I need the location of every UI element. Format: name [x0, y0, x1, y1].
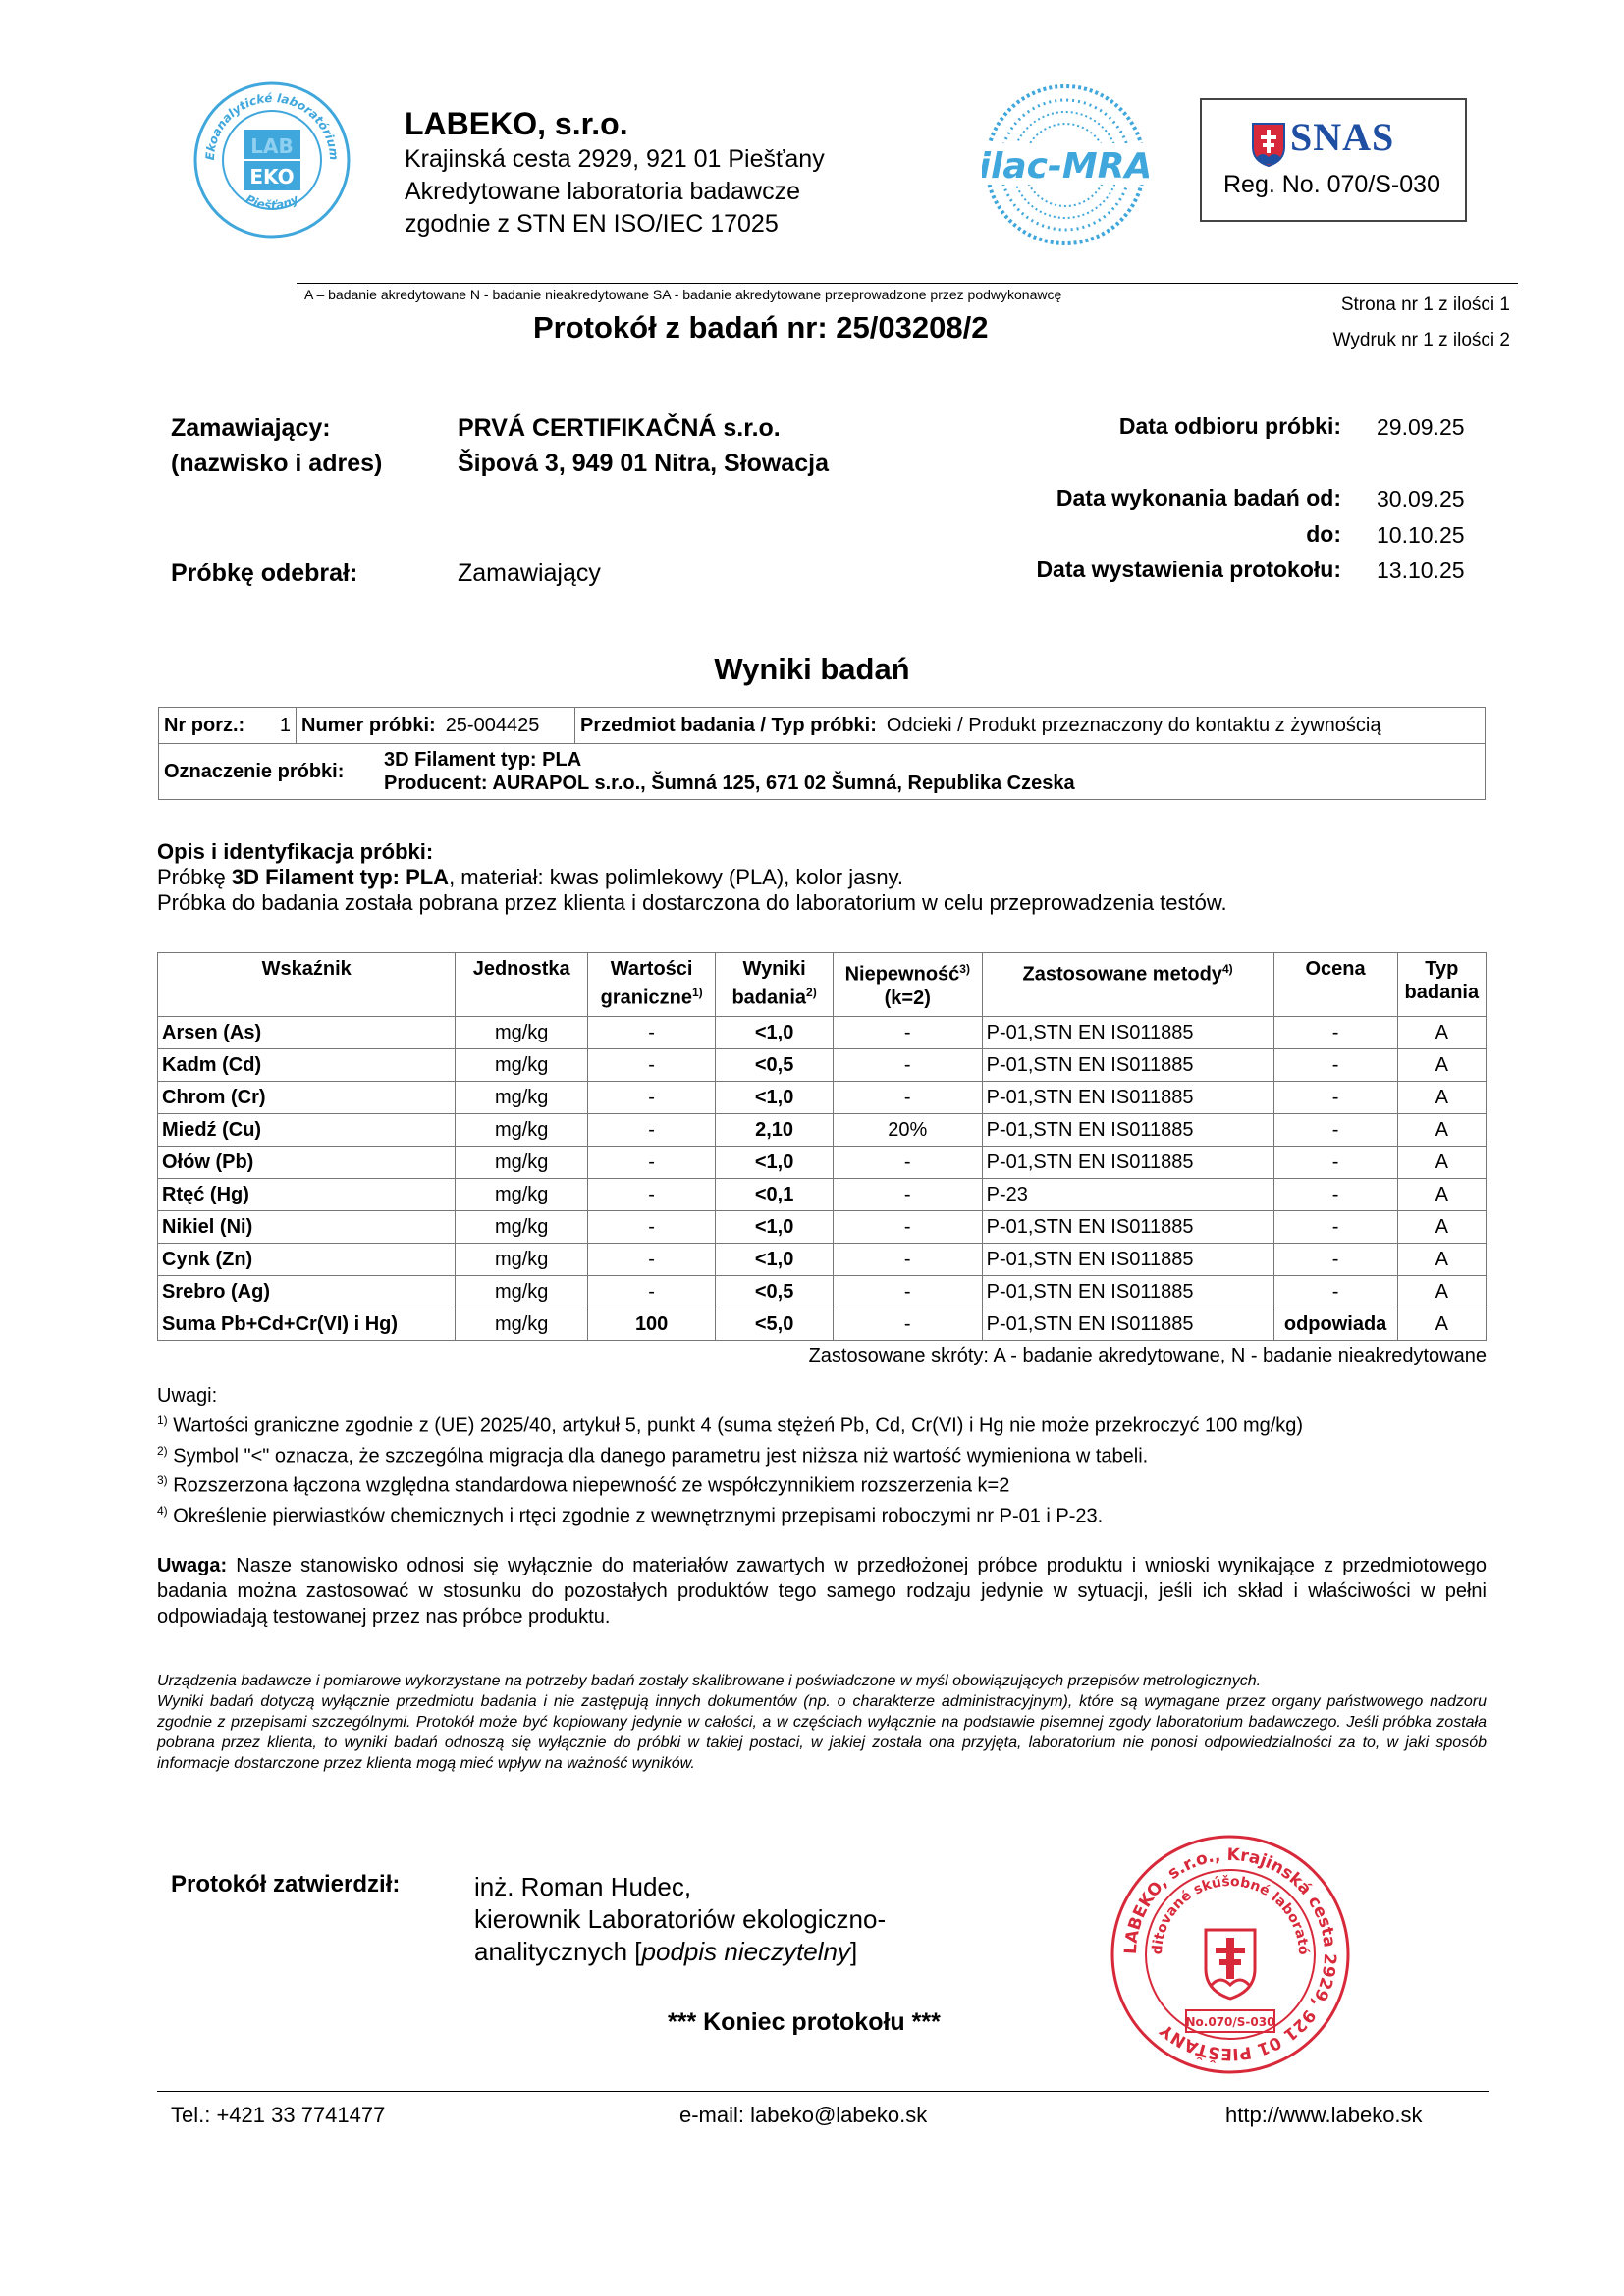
sample-description [157, 839, 1227, 916]
cell-rating: - [1273, 1017, 1397, 1049]
description-title: Opis i identyfikacja próbki: [157, 839, 434, 864]
cell-rating: - [1273, 1179, 1397, 1211]
cell-method: P-01,STN EN IS011885 [982, 1017, 1273, 1049]
approver-name: inż. Roman Hudec, [474, 1872, 692, 1901]
cell-method: P-01,STN EN IS011885 [982, 1211, 1273, 1244]
cell-limit: - [587, 1276, 715, 1308]
cell-rating: - [1273, 1114, 1397, 1147]
cell-unit: mg/kg [456, 1244, 588, 1276]
svg-text:Akreditované skúšobné laborató: ditované skúšobné laborató [1149, 1873, 1312, 1956]
cell-uncertainty: - [833, 1244, 982, 1276]
footer-phone: Tel.: +421 33 7741477 [171, 2103, 386, 2127]
slovak-coat-of-arms-icon [1251, 122, 1286, 167]
cell-method: P-01,STN EN IS011885 [982, 1114, 1273, 1147]
table-header-row [158, 953, 1487, 1017]
cell-name: Srebro (Ag) [158, 1276, 456, 1308]
company-block [405, 104, 954, 240]
col-uncertainty: Niepewność$^{3)}$ (k=2) [833, 953, 982, 1017]
cell-uncertainty: - [833, 1179, 982, 1211]
cell-limit: 100 [587, 1308, 715, 1341]
cell-name: Chrom (Cr) [158, 1082, 456, 1114]
cell-result: 2,10 [716, 1114, 834, 1147]
cell-limit: - [587, 1211, 715, 1244]
cell-uncertainty: - [833, 1276, 982, 1308]
cell-limit: - [587, 1244, 715, 1276]
sample-marking-label: Oznaczenie próbki: [164, 760, 345, 782]
cell-rating: odpowiada [1273, 1308, 1397, 1341]
cell-method: P-01,STN EN IS011885 [982, 1244, 1273, 1276]
footer-email: e-mail: labeko@labeko.sk [679, 2103, 928, 2127]
cell-type: A [1397, 1114, 1486, 1147]
cell-rating: - [1273, 1147, 1397, 1179]
table-row [158, 1049, 1487, 1082]
approver [474, 1871, 886, 1968]
cell-rating: - [1273, 1244, 1397, 1276]
notes [157, 1384, 1303, 1529]
abbreviations-note: Zastosowane skróty: A - badanie akredytowane, N - badanie nieakredytowane [808, 1345, 1487, 1366]
cell-rating: - [1273, 1211, 1397, 1244]
col-limit: Wartości graniczne$^{1)}$ [587, 953, 715, 1017]
cell-name: Nikiel (Ni) [158, 1211, 456, 1244]
cell-uncertainty: - [833, 1147, 982, 1179]
table-row [158, 1179, 1487, 1211]
sample-subject-value: Odcieki / Produkt przeznaczony do kontaktu z żywnością [886, 714, 1381, 736]
cell-name: Suma Pb+Cd+Cr(VI) i Hg) [158, 1308, 456, 1341]
cell-limit: - [587, 1017, 715, 1049]
page-number: Strona nr 1 z ilości 1 [1340, 294, 1510, 315]
cell-type: A [1397, 1147, 1486, 1179]
cell-name: Cynk (Zn) [158, 1244, 456, 1276]
accreditation-line-1: Akredytowane laboratoria badawcze [405, 178, 801, 205]
cell-type: A [1397, 1244, 1486, 1276]
disclaimer [157, 1671, 1487, 1774]
footer-divider [157, 2091, 1489, 2092]
sample-marking-line-1: 3D Filament typ: PLA [384, 749, 582, 771]
accreditation-line-2: zgodnie z STN EN ISO/IEC 17025 [405, 210, 779, 238]
approved-by-label: Protokół zatwierdził: [171, 1871, 401, 1897]
cell-unit: mg/kg [456, 1049, 588, 1082]
cell-result: <5,0 [716, 1308, 834, 1341]
date-value: 30.09.25 [1377, 486, 1465, 511]
ordering-label: Zamawiający: [171, 414, 331, 442]
cell-name: Ołów (Pb) [158, 1147, 456, 1179]
cell-method: P-01,STN EN IS011885 [982, 1276, 1273, 1308]
labeko-logo [192, 80, 352, 240]
accreditation-legend: A – badanie akredytowane N - badanie nieakredytowane SA - badanie akredytowane przeprowadzone przez podwykonawcę [304, 287, 1062, 302]
svg-text:Piešťany: Piešťany [243, 191, 301, 213]
snas-reg-number: Reg. No. 070/S-030 [1223, 171, 1440, 198]
cell-unit: mg/kg [456, 1211, 588, 1244]
sample-marking-line-2: Producent: AURAPOL s.r.o., Šumná 125, 671 02 Šumná, Republika Czeska [384, 773, 1075, 794]
cell-limit: - [587, 1114, 715, 1147]
disclaimer-paragraph-1: Urządzenia badawcze i pomiarowe wykorzystane na potrzeby badań zostały skalibrowane i poświadczone w myśl obowiązujących przepisów metrologicznych. [157, 1673, 1262, 1689]
col-unit: Jednostka [456, 953, 588, 1017]
cell-rating: - [1273, 1082, 1397, 1114]
date-label: Data wykonania badań od: [1056, 485, 1341, 510]
table-row [158, 1017, 1487, 1049]
sample-nr-value: 1 [279, 714, 291, 736]
date-label: Data odbioru próbki: [1118, 413, 1341, 439]
col-result: Wyniki badania$^{2)}$ [716, 953, 834, 1017]
cell-type: A [1397, 1049, 1486, 1082]
cell-rating: - [1273, 1276, 1397, 1308]
cell-uncertainty: 20% [833, 1114, 982, 1147]
approver-role-1: kierownik Laboratoriów ekologiczno- [474, 1904, 887, 1934]
ordering-name: PRVÁ CERTIFIKAČNÁ s.r.o. [458, 414, 781, 442]
cell-uncertainty: - [833, 1017, 982, 1049]
table-row [158, 1244, 1487, 1276]
cell-type: A [1397, 1211, 1486, 1244]
col-indicator: Wskaźnik [158, 953, 456, 1017]
description-line-2: Próbka do badania została pobrana przez klienta i dostarczona do laboratorium w celu przeprowadzenia testów. [157, 890, 1227, 915]
cell-name: Arsen (As) [158, 1017, 456, 1049]
svg-text:Ekoanalytické laboratórium: Ekoanalytické laboratórium [202, 90, 342, 161]
cell-name: Rtęć (Hg) [158, 1179, 456, 1211]
cell-type: A [1397, 1082, 1486, 1114]
date-label: do: [1306, 521, 1341, 547]
ilac-mra-logo [982, 80, 1149, 249]
header-divider [297, 283, 1518, 284]
cell-result: <1,0 [716, 1244, 834, 1276]
results-title: Wyniki badań [714, 652, 910, 686]
date-value: 10.10.25 [1377, 522, 1465, 548]
company-name: LABEKO, s.r.o. [405, 106, 628, 141]
lab-logo-bottom-text: EKO [249, 165, 295, 188]
cell-name: Kadm (Cd) [158, 1049, 456, 1082]
disclaimer-paragraph-2: Wyniki badań dotyczą wyłącznie przedmiotu badania i nie zastępują innych dokumentów (np. o charakterze administracyjnym), które są wymagane przez organy państwowego nadzoru zgodnie z przepisami szczególnymi. Protokół może być kopiowany jedynie w całości, a w częściach wyłącznie na podstawie pisemnej zgody laboratorium badawczego. Jeśli próbka została pobrana przez klienta, to wyniki badań odnoszą się wyłącznie do próbki w takiej postaci, w jakiej została ona przyjęta, laboratorium nie ponosi odpowiedzialności za to, w jaki sposób informacje dostarczone przez klienta mogą mieć wpływ na ważność wyników. [157, 1693, 1487, 1772]
cell-type: A [1397, 1308, 1486, 1341]
results-table [157, 952, 1487, 1341]
col-type: Typ badania [1397, 953, 1486, 1017]
sample-subject-label: Przedmiot badania / Typ próbki: [580, 714, 877, 736]
notes-title: Uwagi: [157, 1385, 218, 1407]
printout-number: Wydruk nr 1 z ilości 2 [1332, 330, 1510, 350]
cell-method: P-01,STN EN IS011885 [982, 1082, 1273, 1114]
protocol-title: Protokół z badań nr: 25/03208/2 [533, 310, 989, 345]
cell-limit: - [587, 1082, 715, 1114]
cell-result: <0,1 [716, 1179, 834, 1211]
ilac-logo-text: ilac-MRA [982, 146, 1149, 187]
cell-result: <1,0 [716, 1211, 834, 1244]
cell-name: Miedź (Cu) [158, 1114, 456, 1147]
sample-taken-label: Próbkę odebrał: [171, 560, 358, 587]
snas-logo [1200, 98, 1467, 222]
cell-type: A [1397, 1276, 1486, 1308]
table-row [158, 1082, 1487, 1114]
cell-result: <1,0 [716, 1017, 834, 1049]
note-item: $^{4)}$ Określenie pierwiastków chemicznych i rtęci zgodnie z wewnętrznymi przepisami roboczymi nr P-01 i P-23. [157, 1503, 1104, 1527]
col-rating: Ocena [1273, 953, 1397, 1017]
cell-unit: mg/kg [456, 1147, 588, 1179]
sample-number-value: 25-004425 [445, 714, 540, 736]
end-of-protocol: *** Koniec protokołu *** [668, 2008, 941, 2036]
cell-unit: mg/kg [456, 1276, 588, 1308]
footer-website: http://www.labeko.sk [1225, 2103, 1423, 2127]
table-row [158, 1211, 1487, 1244]
table-row [158, 1114, 1487, 1147]
ordering-label-sub: (nazwisko i adres) [171, 450, 383, 477]
cell-method: P-01,STN EN IS011885 [982, 1049, 1273, 1082]
cell-uncertainty: - [833, 1211, 982, 1244]
cell-result: <1,0 [716, 1147, 834, 1179]
note-item: $^{2)}$ Symbol "<" oznacza, że szczególna migracja dla danego parametru jest niższa niż wartość wymieniona w tabeli. [157, 1443, 1149, 1468]
col-method: Zastosowane metody$^{4)}$ [982, 953, 1273, 1017]
cell-type: A [1397, 1017, 1486, 1049]
cell-unit: mg/kg [456, 1114, 588, 1147]
cell-method: P-01,STN EN IS011885 [982, 1308, 1273, 1341]
svg-text:LABEKO, s.r.o., Krajinská cest: LABEKO, s.r.o., Krajinská cesta 2929, 921 01 PIEŠŤANY [1120, 1844, 1340, 2064]
snas-title: SNAS [1290, 115, 1395, 159]
date-value: 13.10.25 [1377, 558, 1465, 583]
sample-nr-label: Nr porz.: [164, 714, 245, 736]
cell-result: <1,0 [716, 1082, 834, 1114]
cell-unit: mg/kg [456, 1017, 588, 1049]
cell-limit: - [587, 1049, 715, 1082]
cell-limit: - [587, 1147, 715, 1179]
stamp-reg-number: No.070/S-030 [1185, 2015, 1275, 2029]
cell-rating: - [1273, 1049, 1397, 1082]
cell-result: <0,5 [716, 1049, 834, 1082]
description-line-1: Próbkę 3D Filament typ: PLA, materiał: kwas polimlekowy (PLA), kolor jasny. [157, 865, 904, 889]
table-row [158, 1308, 1487, 1341]
table-row [158, 1276, 1487, 1308]
company-address: Krajinská cesta 2929, 921 01 Piešťany [405, 145, 825, 173]
cell-method: P-01,STN EN IS011885 [982, 1147, 1273, 1179]
cell-result: <0,5 [716, 1276, 834, 1308]
note-item: $^{1)}$ Wartości graniczne zgodnie z (UE) 2025/40, artykuł 5, punkt 4 (suma stężeń Pb, Cd, Cr(VI) i Hg nie może przekroczyć 100 mg/kg) [157, 1414, 1304, 1437]
remark-paragraph: Uwaga: Nasze stanowisko odnosi się wyłącznie do materiałów zawartych w przedłożonej próbce produktu i wnioski wynikające z przedmiotowego badania można zastosować w stosunku do pozostałych produktów tego samego rodzaju jedynie w sytuacji, jeśli ich skład i właściwości w pełni odpowiadają testowanej przez nas próbce produktu. [157, 1555, 1487, 1628]
stamp-coat-of-arms-icon [1206, 1930, 1255, 1999]
cell-limit: - [587, 1179, 715, 1211]
cell-unit: mg/kg [456, 1179, 588, 1211]
cell-uncertainty: - [833, 1082, 982, 1114]
date-label: Data wystawienia protokołu: [1036, 557, 1341, 582]
sample-number-label: Numer próbki: [301, 714, 436, 736]
date-value: 29.09.25 [1377, 414, 1465, 440]
cell-uncertainty: - [833, 1049, 982, 1082]
cell-type: A [1397, 1179, 1486, 1211]
sample-info-box [158, 707, 1486, 800]
note-item: $^{3)}$ Rozszerzona łączona względna standardowa niepewność ze współczynnikiem rozszerzenia k=2 [157, 1473, 1010, 1497]
cell-uncertainty: - [833, 1308, 982, 1341]
cell-unit: mg/kg [456, 1308, 588, 1341]
sample-taken-value: Zamawiający [458, 560, 601, 587]
approver-role-2: analitycznych [podpis nieczytelny] [474, 1937, 858, 1966]
laboratory-stamp [1108, 1832, 1353, 2077]
table-row [158, 1147, 1487, 1179]
ordering-address: Šipová 3, 949 01 Nitra, Słowacja [458, 450, 829, 477]
cell-method: P-23 [982, 1179, 1273, 1211]
lab-logo-top-text: LAB [250, 134, 294, 158]
page-info [1267, 288, 1510, 358]
cell-unit: mg/kg [456, 1082, 588, 1114]
